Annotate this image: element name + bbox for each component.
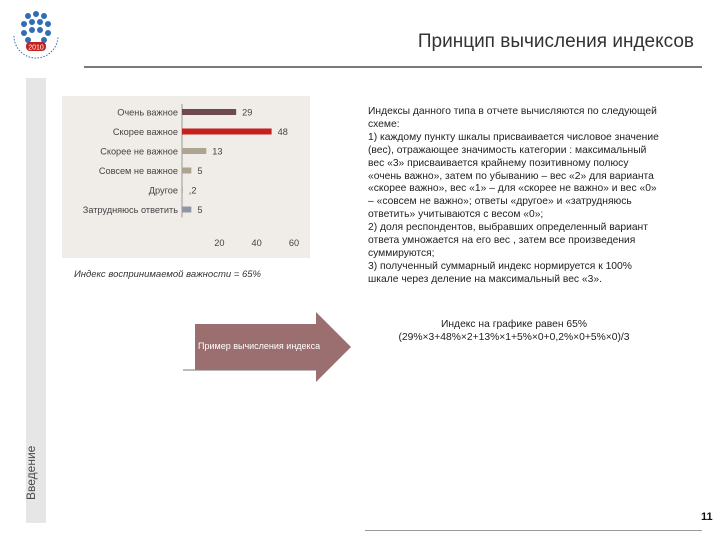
chart-tick-label: 40 [251, 238, 262, 248]
method-description: Индексы данного типа в отчете вычисляются по следующей схеме: 1) каждому пункту шкалы присваивается числовое значение (вес), отражающее значимость категории : максимальный вес «3» присваивается крайнему позитивному полюсу «очень важно», затем по убыванию – вес «2» для варианта «скорее важно», вес «1» – для «скорее не важно» и вес «0» – «совсем не важно»; ответы «другое» и «затрудняюсь ответить» учитываются с весом «0»; 2) доля респондентов, выбравших определенный вариант ответа умножается на его вес , затем все произведения суммируются; 3) полученный суммарный индекс нормируется к 100% шкале через деление на максимальный вес «3». [368, 106, 659, 285]
footer-divider [365, 530, 702, 531]
logo-dot-grid [21, 11, 51, 43]
page-title: Принцип вычисления индексов [417, 31, 694, 52]
chart-value-label: 48 [277, 127, 288, 137]
chart-bar [182, 109, 236, 115]
chart-value-label: 29 [242, 107, 253, 118]
chart-tick-label: 20 [214, 238, 225, 248]
importance-bar-chart [62, 96, 310, 258]
chart-category-label: Скорее важное [112, 127, 178, 137]
chart-bar [182, 148, 206, 154]
chart-value-label: ,2 [188, 185, 197, 196]
chart-bar [182, 129, 272, 135]
chart-tick-label: 60 [288, 238, 300, 248]
chart-category-label: Затрудняюсь ответить [82, 205, 178, 215]
logo-year-text: 2010 [28, 44, 44, 52]
formula-example: Индекс на графике равен 65% (29%×3+48%×2+13%×1+5%×0+0,2%×0+5%×0)/3 [398, 319, 630, 343]
census-logo [6, 6, 66, 66]
chart-category-label: Другое [148, 185, 178, 196]
chart-value-label: 5 [197, 166, 203, 176]
chart-category-label: Совсем не важное [98, 166, 178, 176]
chart-category-label: Очень важное [117, 107, 178, 118]
page-number: 11 [701, 511, 713, 523]
chart-bar [182, 187, 183, 193]
chart-caption: Индекс воспринимаемой важности = 65% [74, 269, 261, 280]
chart-category-label: Скорее не важное [100, 146, 178, 157]
title-divider [84, 66, 702, 68]
chart-value-label: 5 [197, 205, 203, 215]
chart-bar [182, 207, 191, 213]
chart-bar [182, 168, 191, 174]
section-label: Введение [24, 445, 38, 500]
chart-value-label: 13 [212, 146, 223, 157]
arrow-label: Пример вычисления индекса [198, 341, 321, 351]
